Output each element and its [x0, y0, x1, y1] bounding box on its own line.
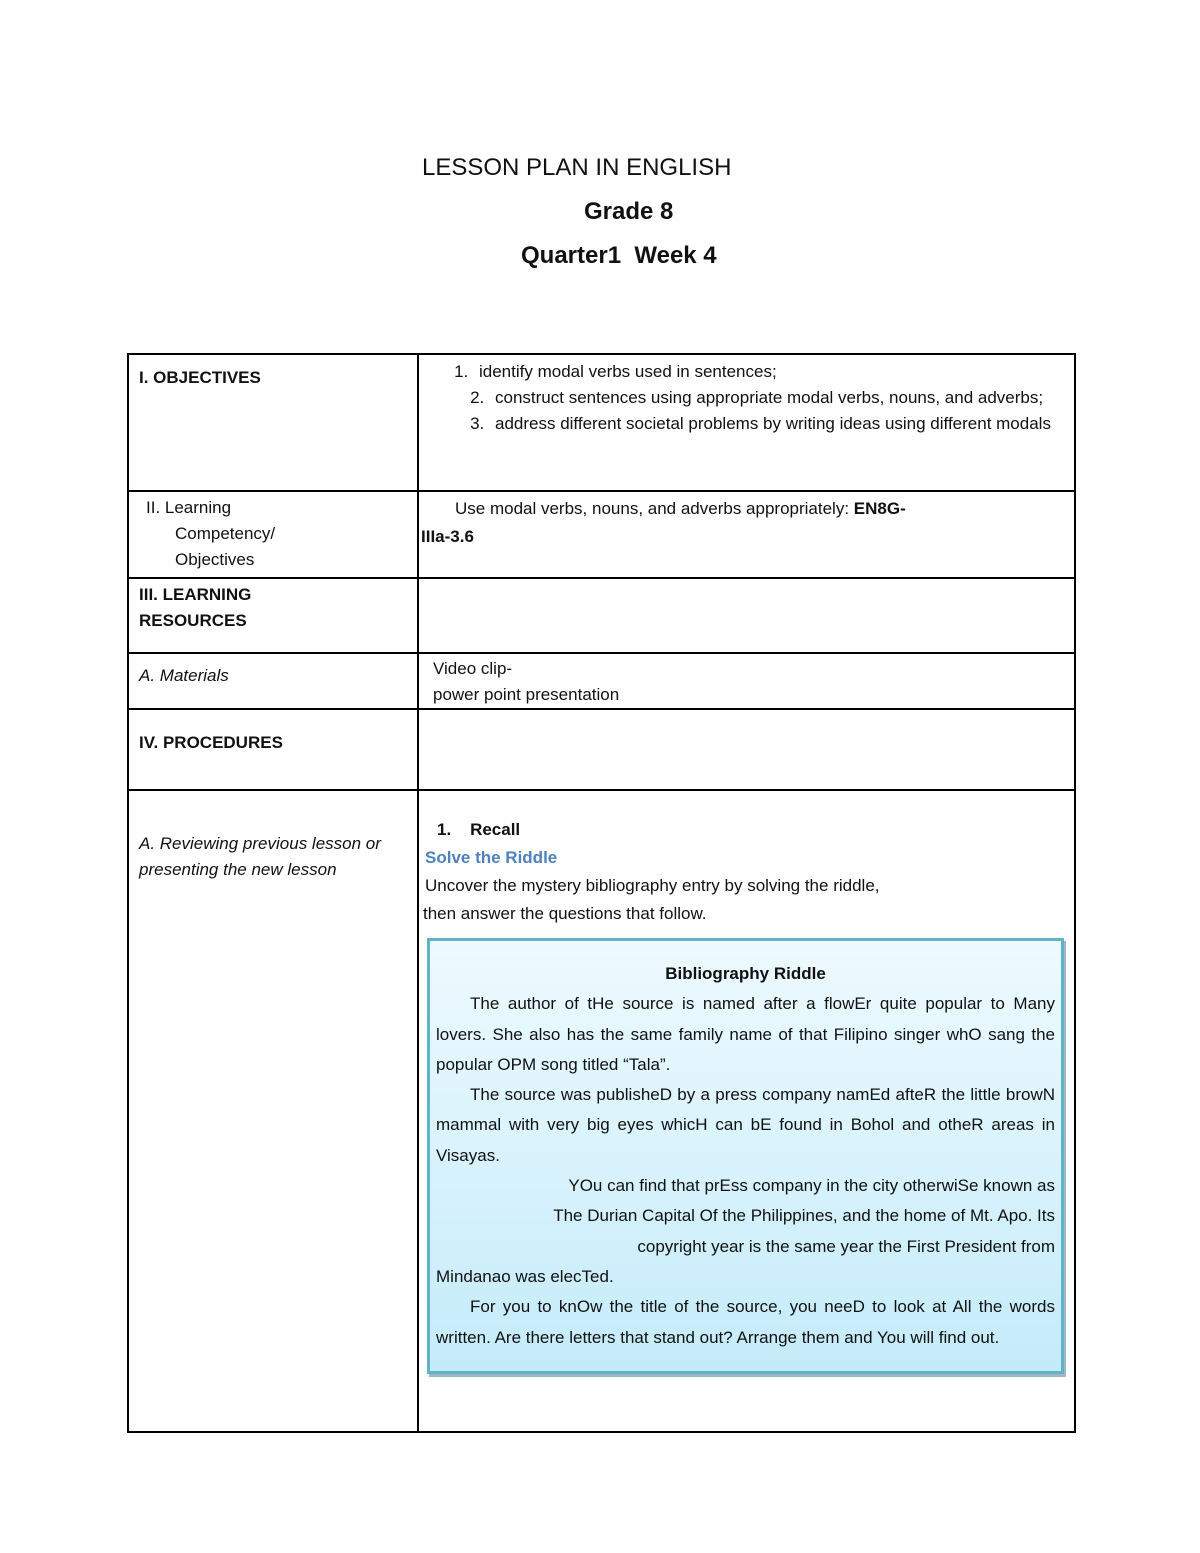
material-item: power point presentation: [433, 685, 620, 704]
riddle-title: Bibliography Riddle: [665, 964, 826, 983]
procedures-label: IV. PROCEDURES: [139, 733, 283, 752]
quarter-heading: Quarter1 Week 4: [521, 242, 717, 269]
competency-code-cont: IIIa-3.6: [421, 527, 474, 546]
competency-description: Use modal verbs, nouns, and adverbs appropriately:: [455, 499, 854, 518]
resources-label: [129, 579, 417, 634]
competency-code: EN8G-: [853, 499, 906, 518]
materials-list: [419, 654, 1074, 708]
material-item: Video clip-: [433, 659, 513, 678]
review-label-line: A. Reviewing previous lesson or: [139, 834, 381, 853]
instruction-line: Uncover the mystery bibliography entry by solving the riddle,: [425, 876, 880, 895]
competency-label: [129, 492, 417, 573]
materials-row: [128, 653, 1075, 709]
resources-label-line: RESOURCES: [139, 611, 247, 630]
objective-item: 1. identify modal verbs used in sentences;: [473, 359, 1074, 385]
review-label-line: presenting the new lesson: [139, 860, 337, 879]
riddle-line: Mindanao was elecTed.: [436, 1266, 614, 1286]
procedures-cell: [418, 709, 1075, 790]
review-label: [129, 791, 417, 883]
objectives-list: [419, 359, 1074, 437]
resources-row: [128, 578, 1075, 653]
riddle-box: [427, 938, 1064, 1374]
review-row: [128, 790, 1075, 1432]
competency-row: [128, 491, 1075, 578]
objective-item: 2. construct sentences using appropriate modal verbs, nouns, and adverbs;: [489, 385, 1074, 411]
objective-item: 3. address different societal problems by writing ideas using different modals: [489, 411, 1074, 437]
competency-text: [419, 492, 1074, 523]
competency-label-line: Competency/: [175, 524, 276, 543]
competency-label-line: Objectives: [175, 550, 255, 569]
riddle-line: copyright year is the same year the First President from: [637, 1236, 1055, 1256]
competency-label-line: II. Learning: [146, 498, 232, 517]
riddle-line: The Durian Capital Of the Philippines, and the home of Mt. Apo. Its: [553, 1206, 1055, 1226]
objectives-row: [128, 354, 1075, 491]
resources-label-line: III. LEARNING: [139, 585, 252, 604]
recall-step: 1. Recall: [437, 820, 521, 839]
riddle-line: YOu can find that prEss company in the city otherwiSe known as: [568, 1176, 1055, 1196]
page-title: LESSON PLAN IN ENGLISH: [422, 154, 732, 181]
procedures-row: [128, 709, 1075, 790]
objectives-label: I. OBJECTIVES: [139, 368, 261, 387]
materials-label: A. Materials: [139, 666, 229, 685]
review-content: [419, 791, 1074, 928]
activity-title: Solve the Riddle: [425, 848, 558, 867]
instruction-line: then answer the questions that follow.: [423, 904, 707, 923]
resources-cell: [418, 578, 1075, 653]
riddle-paragraph: The source was publisheD by a press company namEd afteR the little browN mammal with very big eyes whicH can bE found in Bohol and otheR areas in Visayas.: [436, 1085, 1055, 1165]
grade-heading: Grade 8: [584, 198, 674, 225]
riddle-paragraph: The author of tHe source is named after a flowEr quite popular to Many lovers. She also has the same family name of that Filipino singer whO sang the popular OPM song titled “Tala”.: [436, 994, 1055, 1074]
lesson-plan-table: [127, 353, 1076, 1433]
riddle-paragraph: For you to knOw the title of the source, you neeD to look at All the words written. Are there letters that stand out? Arrange them and You will find out.: [436, 1297, 1055, 1347]
